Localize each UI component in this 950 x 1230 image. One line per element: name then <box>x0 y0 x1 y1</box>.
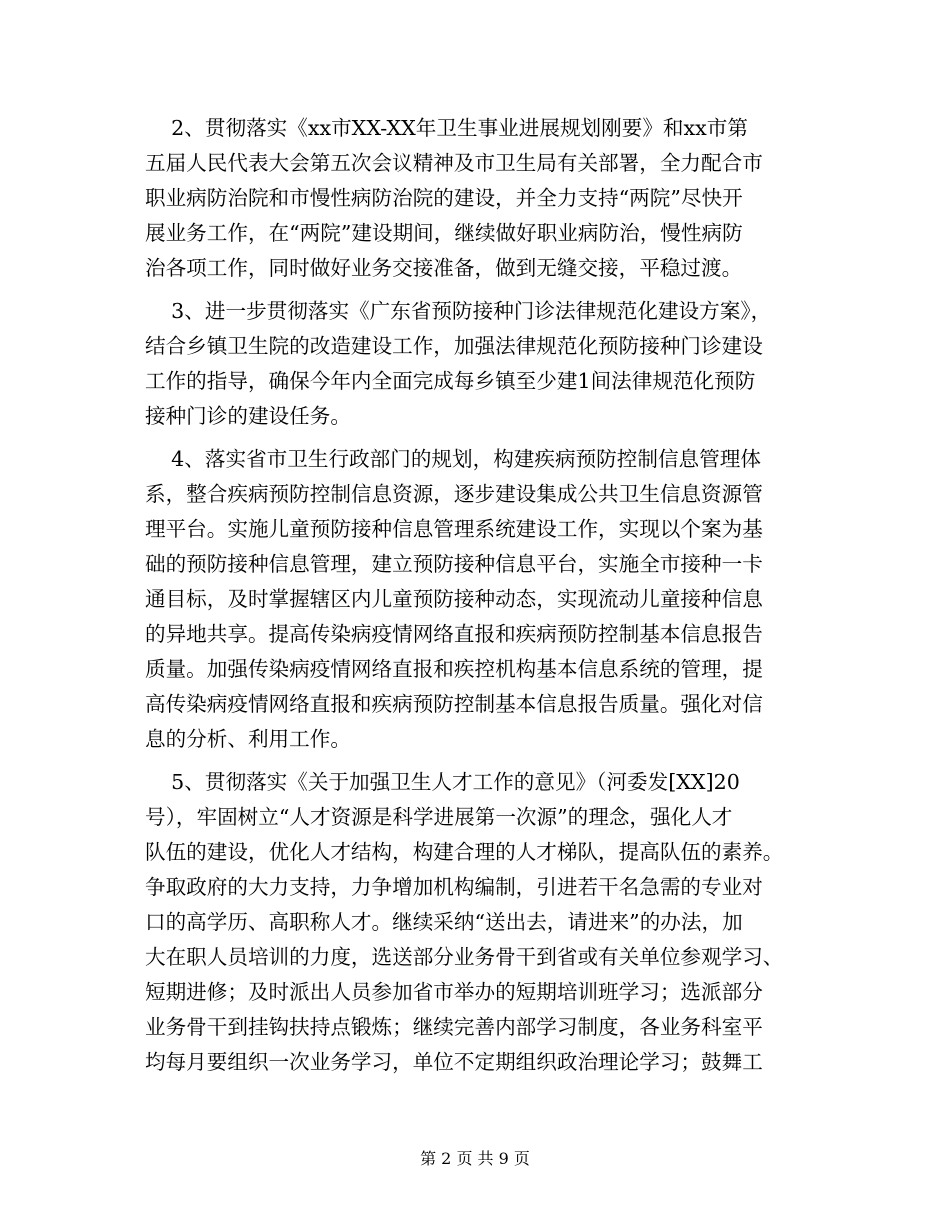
text-line: 号），牢固树立“人才资源是科学进展第一次源”的理念，强化人才 <box>145 805 733 829</box>
text-line: 展业务工作，在“两院”建设期间，继续做好职业病防治，慢性病防 <box>145 221 743 245</box>
text-line: 系，整合疾病预防控制信息资源，逐步建设集成公共卫生信息资源管 <box>145 482 763 506</box>
text-line: 治各项工作，同时做好业务交接准备，做到无缝交接，平稳过渡。 <box>145 256 743 280</box>
text-line: 工作的指导，确保今年内全面完成每乡镇至少建1间法律规范化预防 <box>145 369 756 393</box>
text-line: 短期进修；及时派出人员参加省市举办的短期培训班学习；选派部分 <box>145 980 763 1004</box>
text-line: 职业病防治院和市慢性病防治院的建设，并全力支持“两院”尽快开 <box>145 186 743 210</box>
text-line: 大在职人员培训的力度，选送部分业务骨干到省或有关单位参观学习、 <box>145 945 784 969</box>
text-line: 4、落实省市卫生行政部门的规划，构建疾病预防控制信息管理体 <box>145 447 761 471</box>
page-number: 第 2 页 共 9 页 <box>420 1149 530 1168</box>
text-line: 争取政府的大力支持，力争增加机构编制，引进若干名急需的专业对 <box>145 875 763 899</box>
text-line: 础的预防接种信息管理，建立预防接种信息平台，实施全市接种一卡 <box>145 552 763 576</box>
text-line: 高传染病疫情网络直报和疾病预防控制基本信息报告质量。强化对信 <box>145 692 763 716</box>
text-line: 通目标，及时掌握辖区内儿童预防接种动态，实现流动儿童接种信息 <box>145 587 763 611</box>
text-line: 5、贯彻落实《关于加强卫生人才工作的意见》（河委发[XX]20 <box>145 770 740 794</box>
text-line: 口的高学历、高职称人才。继续采纳“送出去，请进来”的办法，加 <box>145 910 743 934</box>
text-line: 结合乡镇卫生院的改造建设工作，加强法律规范化预防接种门诊建设 <box>145 334 763 358</box>
text-line: 理平台。实施儿童预防接种信息管理系统建设工作，实现以个案为基 <box>145 517 763 541</box>
text-line: 接种门诊的建设任务。 <box>145 404 351 428</box>
text-line: 队伍的建设，优化人才结构，构建合理的人才梯队，提高队伍的素养。 <box>145 840 784 864</box>
text-line: 均每月要组织一次业务学习，单位不定期组织政治理论学习；鼓舞工 <box>145 1050 763 1074</box>
text-line: 五届人民代表大会第五次会议精神及市卫生局有关部署，全力配合市 <box>145 151 763 175</box>
text-line: 3、进一步贯彻落实《广东省预防接种门诊法律规范化建设方案》， <box>145 299 772 323</box>
text-line: 的异地共享。提高传染病疫情网络直报和疾病预防控制基本信息报告 <box>145 622 763 646</box>
text-line: 业务骨干到挂钩扶持点锻炼；继续完善内部学习制度，各业务科室平 <box>145 1015 763 1039</box>
text-line: 息的分析、利用工作。 <box>145 727 351 751</box>
text-line: 2、贯彻落实《xx市XX-XX年卫生事业进展规划刚要》和xx市第 <box>145 116 748 140</box>
text-line: 质量。加强传染病疫情网络直报和疾控机构基本信息系统的管理，提 <box>145 657 763 681</box>
